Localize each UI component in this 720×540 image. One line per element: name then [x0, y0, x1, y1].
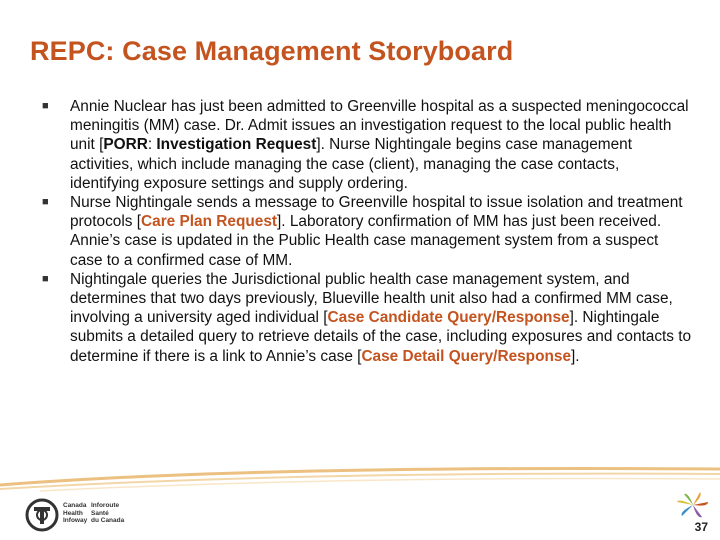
- colorful-star-icon: [672, 488, 714, 522]
- ref-care-plan-request: Care Plan Request: [141, 213, 278, 231]
- bullet-item-1: ■ Annie Nuclear has just been admitted to Greenville hospital as a suspected meningococcal meningitis (MM) case. Dr. Admit issues an investigation request to the local public health unit [PORR: Investigation Request]. Nurse Nightingale begins case management activities, which include managing the case (client), managing the case contacts, identifying exposure settings and supply ordering.: [42, 98, 689, 192]
- logo-text-en: Canada Health Infoway: [63, 502, 88, 524]
- infoway-emblem-icon: [25, 498, 59, 532]
- square-bullet-icon: ■: [42, 196, 49, 209]
- bullet-item-2: ■ Nurse Nightingale sends a message to Greenville hospital to issue isolation and treatment protocols [Care Plan Request]. Laboratory confirmation of MM has just been received. Annie’s case is updated in the Public Health case management system from a suspect case to a confirmed case of MM.: [42, 194, 683, 269]
- infoway-logo: [25, 497, 165, 533]
- bullet-list: [42, 97, 692, 366]
- square-bullet-icon: ■: [42, 272, 49, 285]
- ref-case-detail-query: Case Detail Query/Response: [361, 347, 572, 365]
- page-number: 37: [694, 520, 708, 534]
- ref-investigation-request: Investigation Request: [156, 136, 317, 154]
- logo-text-fr: Inforoute Santé du Canada: [91, 502, 125, 524]
- decorative-swoosh: [0, 455, 720, 495]
- ref-case-candidate-query: Case Candidate Query/Response: [327, 309, 570, 327]
- slide-title: REPC: Case Management Storyboard: [30, 36, 514, 66]
- square-bullet-icon: ■: [42, 100, 49, 112]
- ref-porr: PORR: [103, 136, 148, 154]
- bullet-item-3: ■ Nightingale queries the Jurisdictional public health case management system, and determines that two days previously, Blueville health unit also had a confirmed MM case, involving a university aged individual [Case Candidate Query/Response]. Nightingale submits a detailed query to retrieve details of the case, including exposures and contacts to determine if there is a link to Annie’s case [Case Detail Query/Response].: [42, 270, 692, 365]
